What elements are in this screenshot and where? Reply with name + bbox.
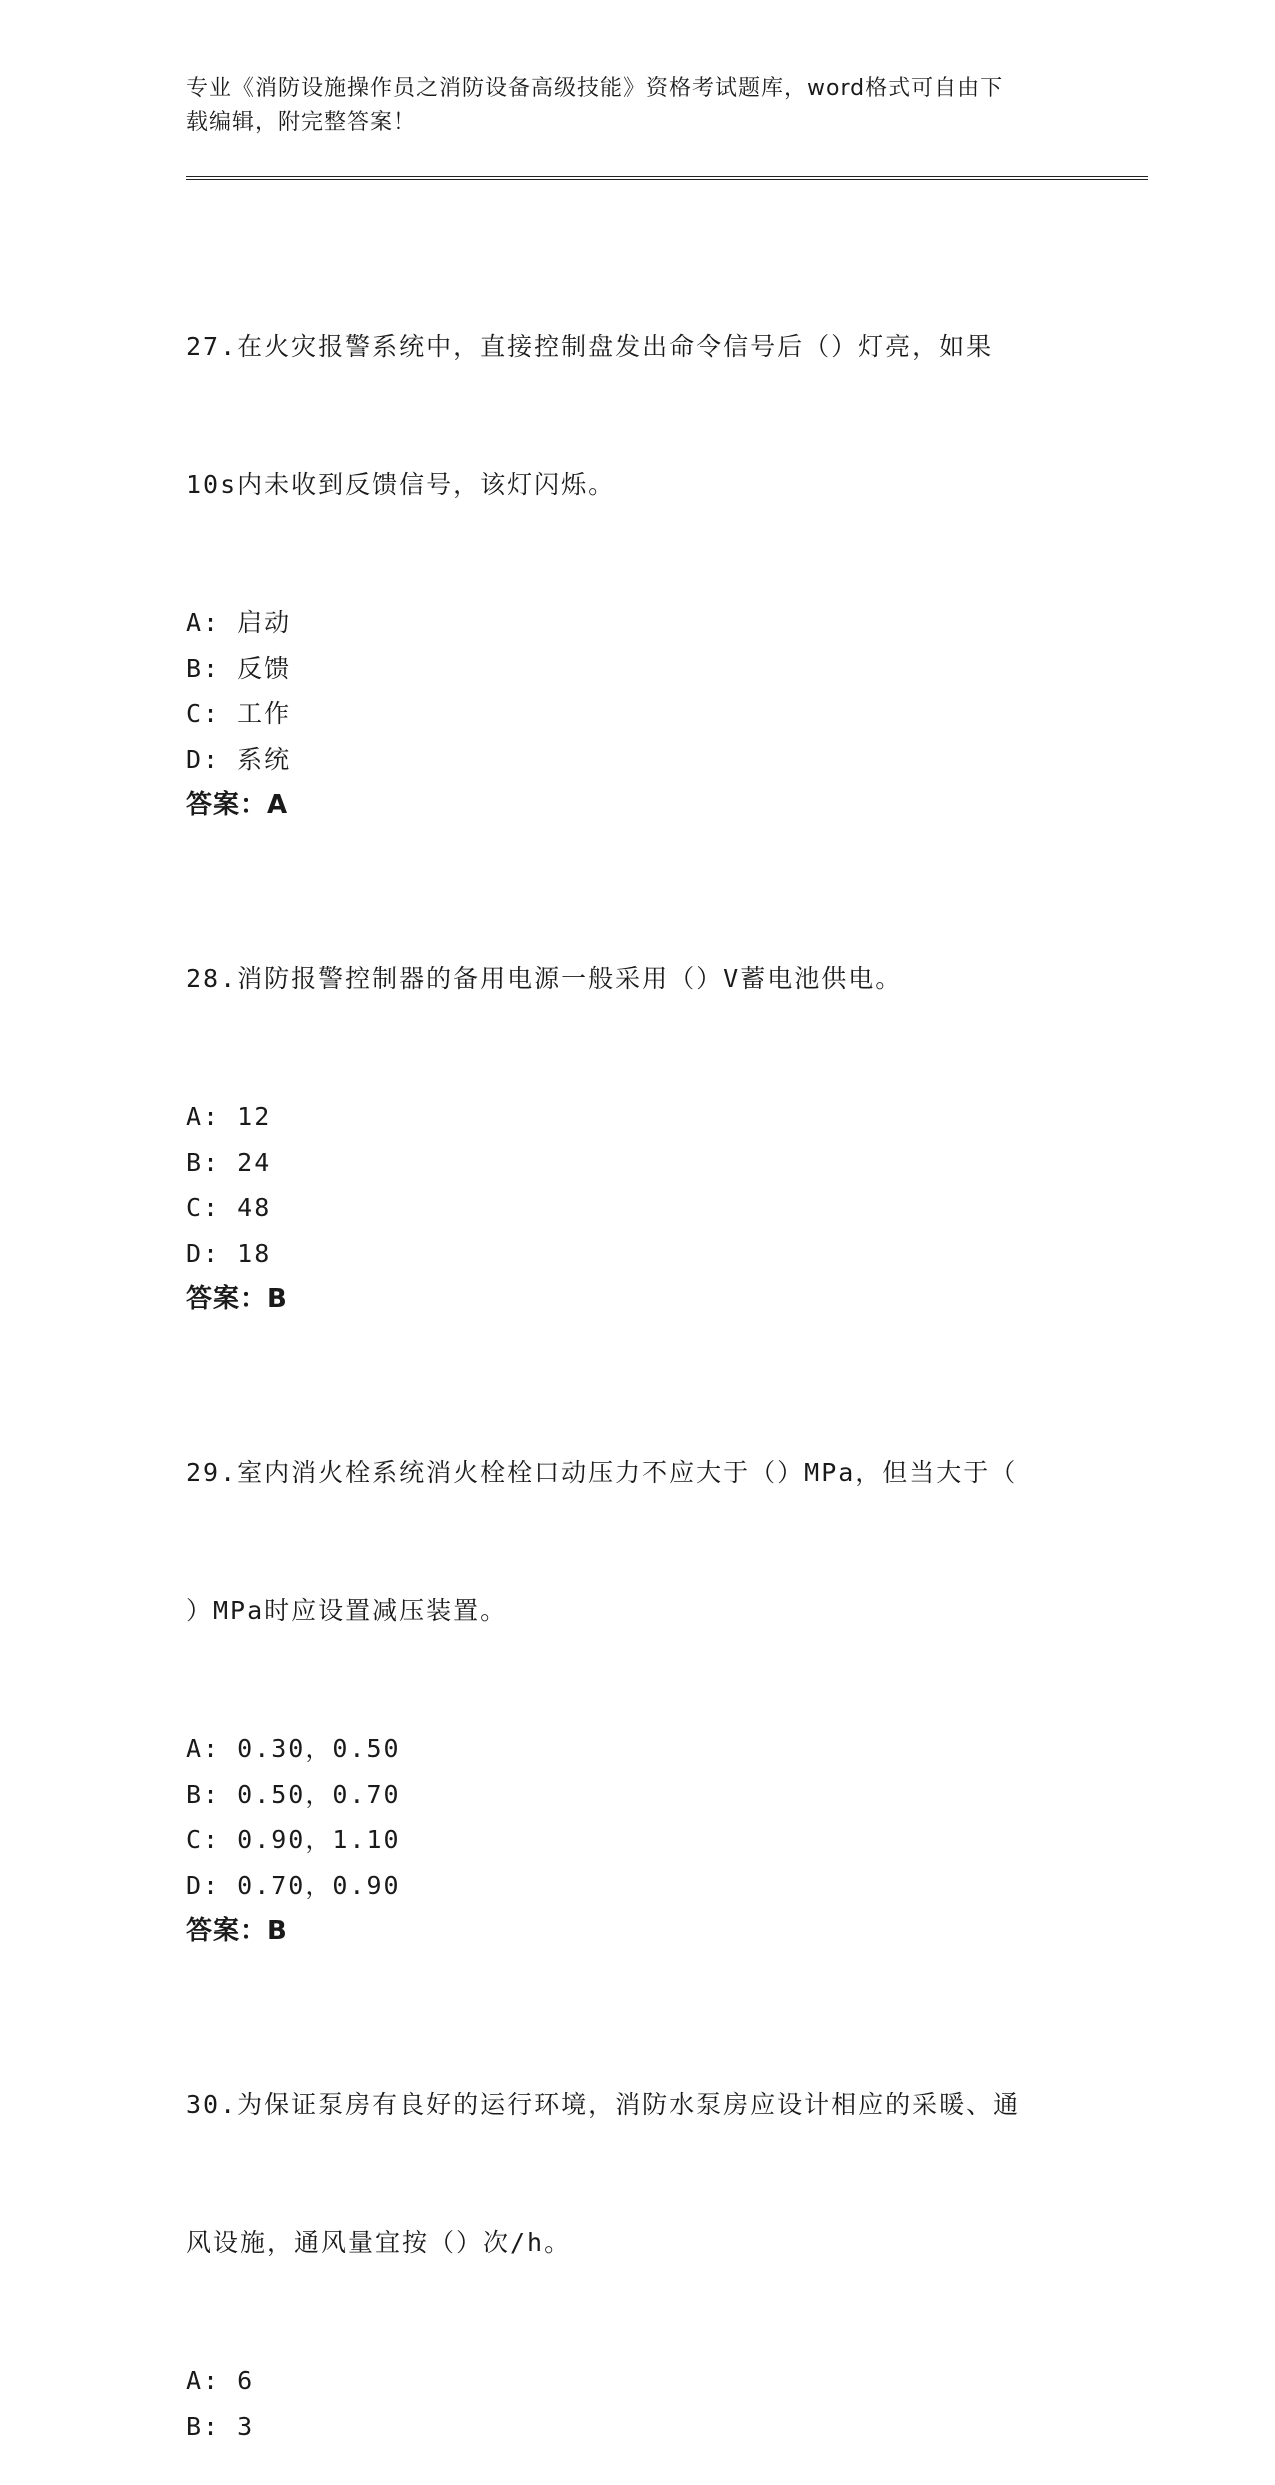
question-30 — [186, 1990, 1086, 2449]
option-c: C: 0.90，1.10 — [186, 1825, 401, 1854]
question-28 — [186, 864, 1086, 1322]
option-a: A: 12 — [186, 1102, 272, 1131]
option-a: A: 6 — [186, 2366, 255, 2395]
option-b: B: 3 — [186, 2411, 255, 2441]
question-list — [186, 232, 1086, 2485]
option-d: D: 18 — [186, 1238, 272, 1268]
question-stem — [186, 1358, 1086, 1726]
question-29 — [186, 1358, 1086, 1954]
option-d: D: 系统 — [186, 744, 292, 774]
option-c: C: 工作 — [186, 699, 292, 728]
question-stem — [186, 1990, 1086, 2358]
question-stem — [186, 864, 1086, 1094]
header-line-2: 载编辑，附完整答案！ — [186, 110, 417, 135]
document-header — [186, 72, 1066, 140]
question-stem-line: 29.室内消火栓系统消火栓栓口动压力不应大于（）MPa，但当大于（ — [186, 1458, 1018, 1487]
question-stem-line: 风设施，通风量宜按（）次/h。 — [186, 2228, 572, 2257]
answer-label: 答案：A — [186, 790, 289, 820]
option-a: A: 0.30，0.50 — [186, 1734, 401, 1763]
question-stem-line: 28.消防报警控制器的备用电源一般采用（）V蓄电池供电。 — [186, 964, 903, 993]
header-divider — [186, 176, 1148, 180]
question-stem-line: 30.为保证泵房有良好的运行环境，消防水泵房应设计相应的采暖、通 — [186, 2090, 1021, 2119]
question-stem-line: ）MPa时应设置减压装置。 — [186, 1596, 508, 1625]
question-stem-line: 10s内未收到反馈信号，该灯闪烁。 — [186, 470, 616, 499]
question-27 — [186, 232, 1086, 828]
option-b: B: 反馈 — [186, 653, 292, 683]
option-d: D: 0.70，0.90 — [186, 1870, 401, 1900]
header-line-1: 专业《消防设施操作员之消防设备高级技能》资格考试题库，word格式可自由下 — [186, 76, 1004, 101]
answer-label: 答案：B — [186, 1284, 288, 1314]
question-stem-line: 27.在火灾报警系统中，直接控制盘发出命令信号后（）灯亮，如果 — [186, 332, 994, 361]
option-b: B: 24 — [186, 1147, 272, 1177]
question-stem — [186, 232, 1086, 600]
option-c: C: 48 — [186, 1193, 272, 1222]
option-b: B: 0.50，0.70 — [186, 1779, 401, 1809]
answer-label: 答案：B — [186, 1916, 288, 1946]
option-a: A: 启动 — [186, 608, 292, 637]
